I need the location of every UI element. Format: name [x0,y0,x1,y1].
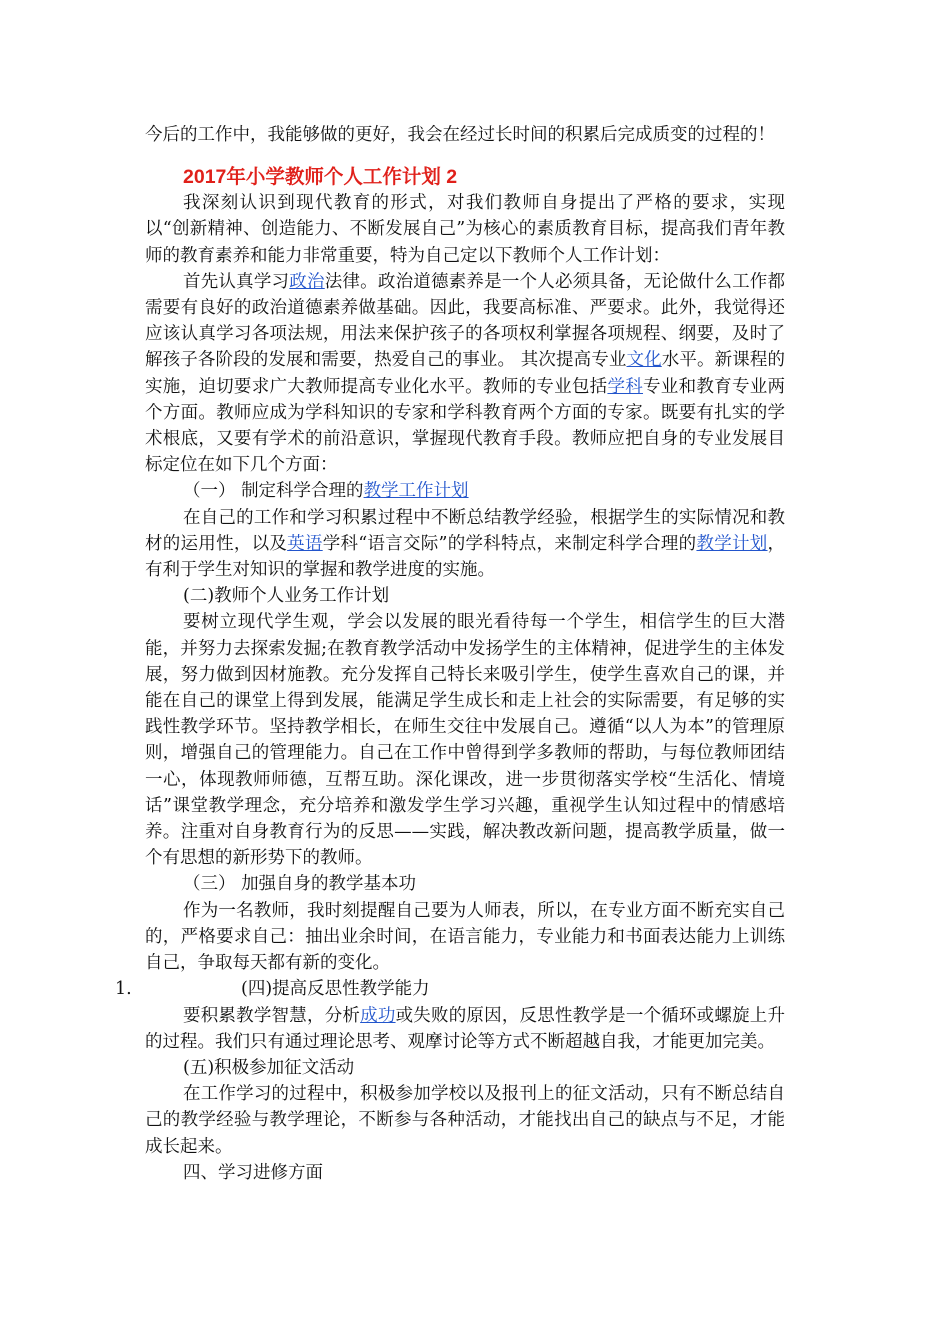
link-teaching-work-plan[interactable]: 教学工作计划 [363,481,469,502]
paragraph-6 [145,1003,785,1055]
paragraph-5: 作为一名教师，我时刻提醒自己要为人师表，所以，在专业方面不断充实自己的，严格要求自己：抽出业余时间，在语言能力，专业能力和书面表达能力上训练自己，争取每天都有新的变化。 [145,900,785,974]
link-teaching-plan[interactable]: 教学计划 [696,533,768,554]
heading-1-text: （一） 制定科学合理的 [183,481,364,502]
paragraph-2-text-b: 法律。政治道德素养是一个人必须具备，无论做什么工作都需要有良好的政治道德素养做基础。因此，我要高标准、严要求。此外，我觉得还应该认真学习各项法规，用法来保护孩子的各项权利掌握各项规程、纲要，及时了解孩子各阶段的发展和需要，热爱自己的事业。 其次提高专业 [145,271,786,371]
heading-4: (四)提高反思性教学能力 [241,979,430,1000]
link-success[interactable]: 成功 [360,1005,396,1026]
heading-6: 四、学习进修方面 [183,1162,323,1183]
intro-paragraph: 今后的工作中，我能够做的更好，我会在经过长时间的积累后完成质变的过程的！ [145,125,775,145]
heading-2: (二)教师个人业务工作计划 [183,586,390,607]
link-culture[interactable]: 文化 [626,350,662,371]
paragraph-3-text-c: ，有利于学生对知识的掌握和教学进度的实施。 [145,533,786,581]
paragraph-3-text-a: 在自己的工作和学习积累过程中不断总结教学经验，根据学生的实际情况和教材的运用性，以及 [145,507,785,554]
heading-5: (五)积极参加征文活动 [183,1057,355,1078]
paragraph-7: 在工作学习的过程中，积极参加学校以及报刊上的征文活动，只有不断总结自己的教学经验与教学理论，不断参与各种活动，才能找出自己的缺点与不足，才能成长起来。 [145,1084,785,1157]
document-title: 2017年小学教师个人工作计划 2 [183,166,458,189]
heading-3: （三） 加强自身的教学基本功 [183,874,417,895]
link-subject[interactable]: 学科 [607,376,644,397]
paragraph-1: 我深刻认识到现代教育的形式，对我们教师自身提出了严格的要求，实现以“创新精神、创造能力、不断发展自己”为核心的素质教育目标，提高我们青年教师的教育素养和能力非常重要，特为自己定以下教师个人工作计划： [145,193,785,266]
paragraph-2-text-c: 水平。新课程的实施，迫切要求广大教师提高专业化水平。教师的专业包括 [145,350,786,397]
paragraph-2-text-a: 首先认真学习 [183,271,290,292]
paragraph-4: 要树立现代学生观，学会以发展的眼光看待每一个学生，相信学生的巨大潜能，并努力去探索发掘;在教育教学活动中发扬学生的主体精神，促进学生的主体发展，努力做到因材施教。充分发挥自己特长来吸引学生，使学生喜欢自己的课，并能在自己的课堂上得到发展，能满足学生成长和走上社会的实际需要，有足够的实践性教学环节。坚持教学相长，在师生交往中发展自己。遵循“以人为本”的管理原则，增强自己的管理能力。自己在工作中曾得到学多教师的帮助，与每位教师团结一心，体现教师师德，互帮互助。深化课改，进一步贯彻落实学校“生活化、情境话”课堂教学理念，充分培养和激发学生学习兴趣，重视学生认知过程中的情感培养。注重对自身教育行为的反思——实践，解决教改新问题，提高教学质量，做一个有思想的新形势下的教师。 [145,612,785,869]
document-body [115,122,786,1186]
paragraph-6-text-a: 要积累教学智慧，分析 [183,1005,361,1026]
paragraph-3-text-b: 学科“语言交际”的学科特点，来制定科学合理的 [322,533,697,554]
paragraph-2 [145,269,785,479]
paragraph-2-text-d: 专业和教育专业两个方面。教师应成为学科知识的专家和学科教育两个方面的专家。既要有扎实的学术根底，又要有学术的前沿意识，掌握现代教育手段。教师应把自身的专业发展目标定位在如下几个方面： [145,376,786,476]
link-politics[interactable]: 政治 [289,271,325,292]
paragraph-6-text-b: 或失败的原因，反思性教学是一个循环或螺旋上升的过程。我们只有通过理论思考、观摩讨论等方式不断超越自我，才能更加完美。 [145,1005,786,1052]
list-item-heading-4 [115,976,785,1002]
list-number: 1. [115,979,132,1000]
paragraph-3 [145,505,785,584]
heading-1 [145,478,785,504]
link-english[interactable]: 英语 [287,533,323,554]
